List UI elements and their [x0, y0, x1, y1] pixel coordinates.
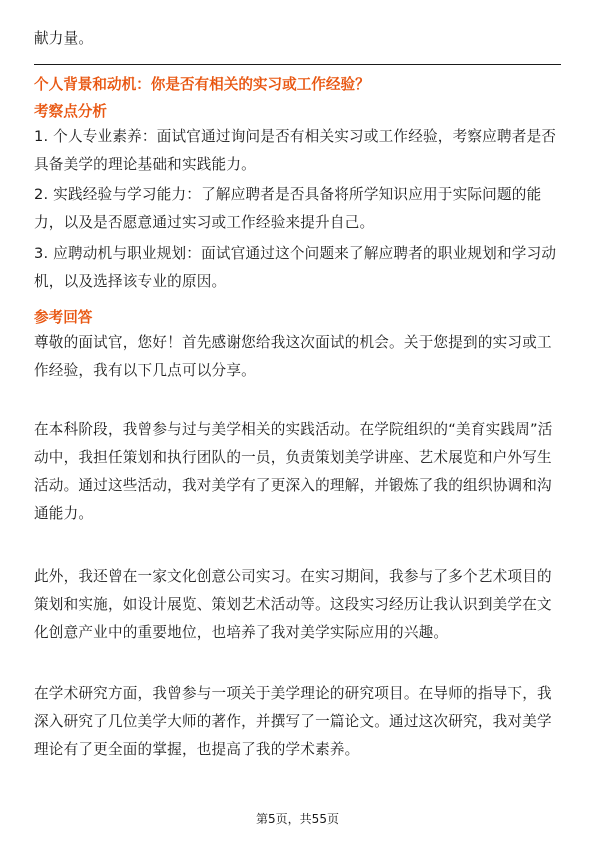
question-heading: 个人背景和动机：你是否有相关的实习或工作经验？: [34, 76, 370, 93]
section-divider: [34, 64, 561, 65]
answer-paragraph-4: 在学术研究方面，我曾参与一项关于美学理论的研究项目。在导师的指导下，我深入研究了几位美学大师的著作，并撰写了一篇论文。通过这次研究，我对美学理论有了更全面的掌握，也提高了我的学术素养。: [34, 685, 552, 758]
analysis-item-1: 1. 个人专业素养：面试官通过询问是否有相关实习或工作经验，考察应聘者是否具备美学的理论基础和实践能力。: [34, 128, 557, 173]
analysis-heading: 考察点分析: [34, 103, 107, 120]
analysis-item-2: 2. 实践经验与学习能力：了解应聘者是否具备将所学知识应用于实际问题的能力，以及是否愿意通过实习或工作经验来提升自己。: [34, 186, 542, 231]
answer-paragraph-1: 尊敬的面试官，您好！首先感谢您给我这次面试的机会。关于您提到的实习或工作经验，我有以下几点可以分享。: [34, 334, 552, 379]
intro-tail-text: 献力量。: [34, 30, 94, 47]
answer-paragraph-2: 在本科阶段，我曾参与过与美学相关的实践活动。在学院组织的“美育实践周”活动中，我担任策划和执行团队的一员，负责策划美学讲座、艺术展览和户外写生活动。通过这些活动，我对美学有了更深入的理解，并锻炼了我的组织协调和沟通能力。: [34, 421, 553, 522]
answer-paragraph-3: 此外，我还曾在一家文化创意公司实习。在实习期间，我参与了多个艺术项目的策划和实施，如设计展览、策划艺术活动等。这段实习经历让我认识到美学在文化创意产业中的重要地位，也培养了我对美学实际应用的兴趣。: [34, 568, 552, 641]
page-number: 第5页，共55页: [256, 812, 339, 826]
analysis-item-3: 3. 应聘动机与职业规划：面试官通过这个问题来了解应聘者的职业规划和学习动机，以及选择该专业的原因。: [34, 245, 557, 290]
answer-heading: 参考回答: [34, 309, 93, 326]
